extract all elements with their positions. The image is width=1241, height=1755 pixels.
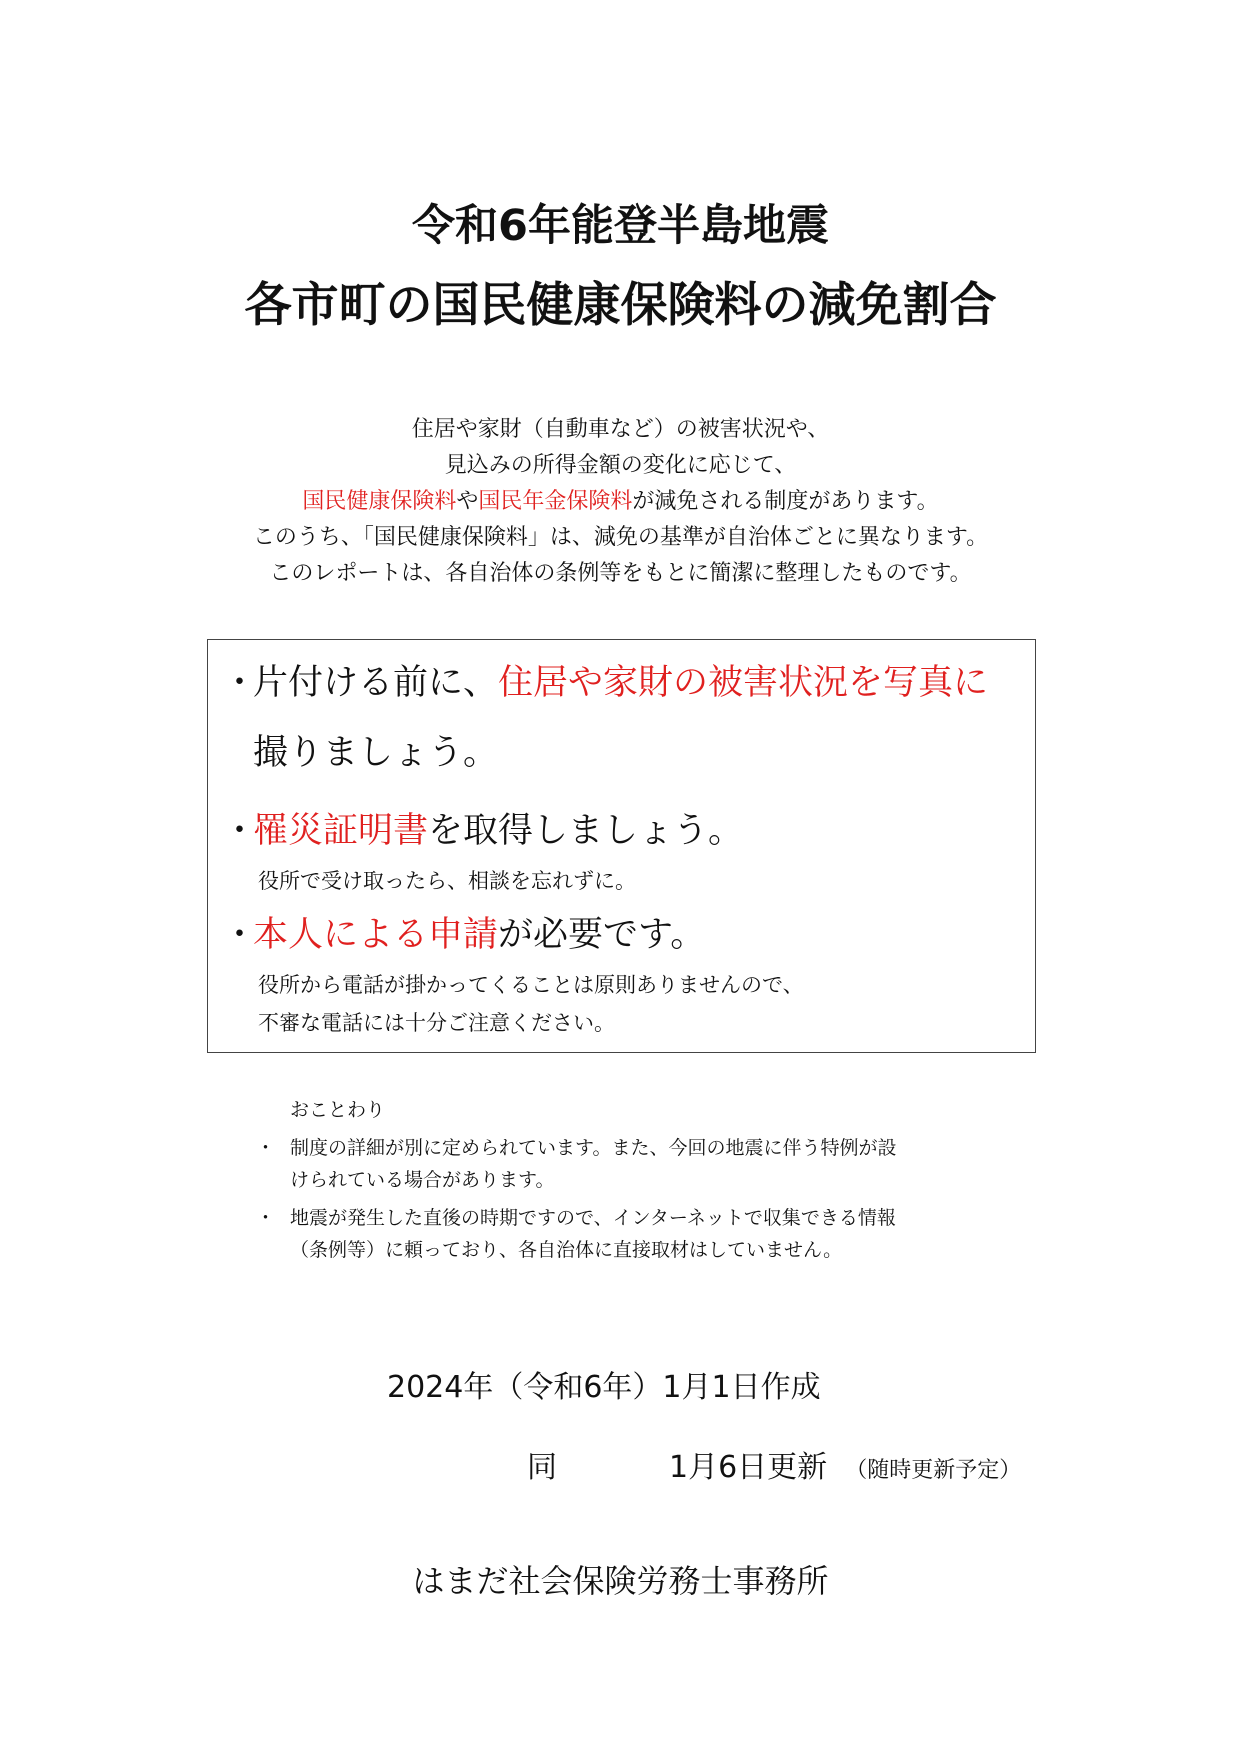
disclaimer-item-2-line-2: （条例等）に頼っており、各自治体に直接取材はしていません。 (290, 1239, 843, 1261)
point-photo (222, 661, 988, 705)
point-certificate-note: 役所で受け取ったら、相談を忘れずに。 (258, 869, 636, 893)
highlight-pension-insurance: 国民年金保険料 (478, 489, 633, 514)
bullet-dot: ・ (222, 663, 258, 703)
point-photo-highlight: 住居や家財の被害状況を写真に (498, 663, 989, 703)
highlight-health-insurance: 国民健康保険料 (302, 489, 457, 514)
bullet-dot: ・ (222, 915, 258, 955)
point-photo-prefix: 片付ける前に、 (253, 663, 499, 703)
intro-line-5: このレポートは、各自治体の条例等をもとに簡潔に整理したものです。 (269, 561, 972, 586)
disclaimer-item-2 (256, 1202, 896, 1266)
intro-line-2: 見込みの所得金額の変化に応じて、 (444, 453, 797, 478)
important-points-box (207, 639, 1036, 1053)
point-application-highlight: 本人による申請 (253, 915, 499, 955)
intro-connector: や (456, 489, 479, 514)
point-application-rest: が必要です。 (498, 915, 706, 955)
point-application-note-2: 不審な電話には十分ご注意ください。 (258, 1011, 615, 1035)
same-mark: 同 (527, 1450, 557, 1485)
bullet-dot: ・ (222, 811, 258, 851)
updated-date-text: 1月6日更新 (669, 1450, 828, 1485)
point-application-note-1: 役所から電話が掛かってくることは原則ありませんので、 (258, 973, 804, 997)
disclaimer-item-2-line-1: 地震が発生した直後の時期ですので、インターネットで収集できる情報 (290, 1207, 896, 1229)
title-line-1: 令和6年能登半島地震 (412, 201, 829, 251)
disclaimer-bullet: ・ (256, 1137, 276, 1159)
intro-paragraph (0, 412, 1241, 592)
disclaimer-heading: おことわり (290, 1099, 386, 1121)
point-certificate-rest: を取得しましょう。 (428, 811, 744, 851)
point-application (222, 913, 705, 957)
disclaimer-item-1-line-1: 制度の詳細が別に定められています。また、今回の地震に伴う特例が設 (290, 1137, 897, 1159)
update-note: （随時更新予定） (845, 1458, 1022, 1483)
intro-line-1: 住居や家財（自動車など）の被害状況や、 (411, 417, 830, 442)
disclaimer-bullet: ・ (256, 1207, 276, 1229)
disclaimer-item-1-line-2: けられている場合があります。 (290, 1169, 555, 1191)
disclaimer-item-1 (256, 1132, 896, 1196)
created-date: 2024年（令和6年）1月1日作成 (387, 1370, 821, 1405)
point-photo-continued: 撮りましょう。 (253, 733, 499, 773)
title-line-2: 各市町の国民健康保険料の減免割合 (244, 278, 997, 333)
point-certificate (222, 809, 743, 853)
intro-line-4: このうち、「国民健康保険料」は、減免の基準が自治体ごとに異なります。 (252, 525, 989, 550)
intro-line-3 (0, 484, 1241, 520)
office-name: はまだ社会保険労務士事務所 (412, 1562, 829, 1600)
point-certificate-highlight: 罹災証明書 (253, 811, 429, 851)
updated-date (527, 1448, 1021, 1491)
intro-line-3-rest: が減免される制度があります。 (632, 489, 939, 514)
